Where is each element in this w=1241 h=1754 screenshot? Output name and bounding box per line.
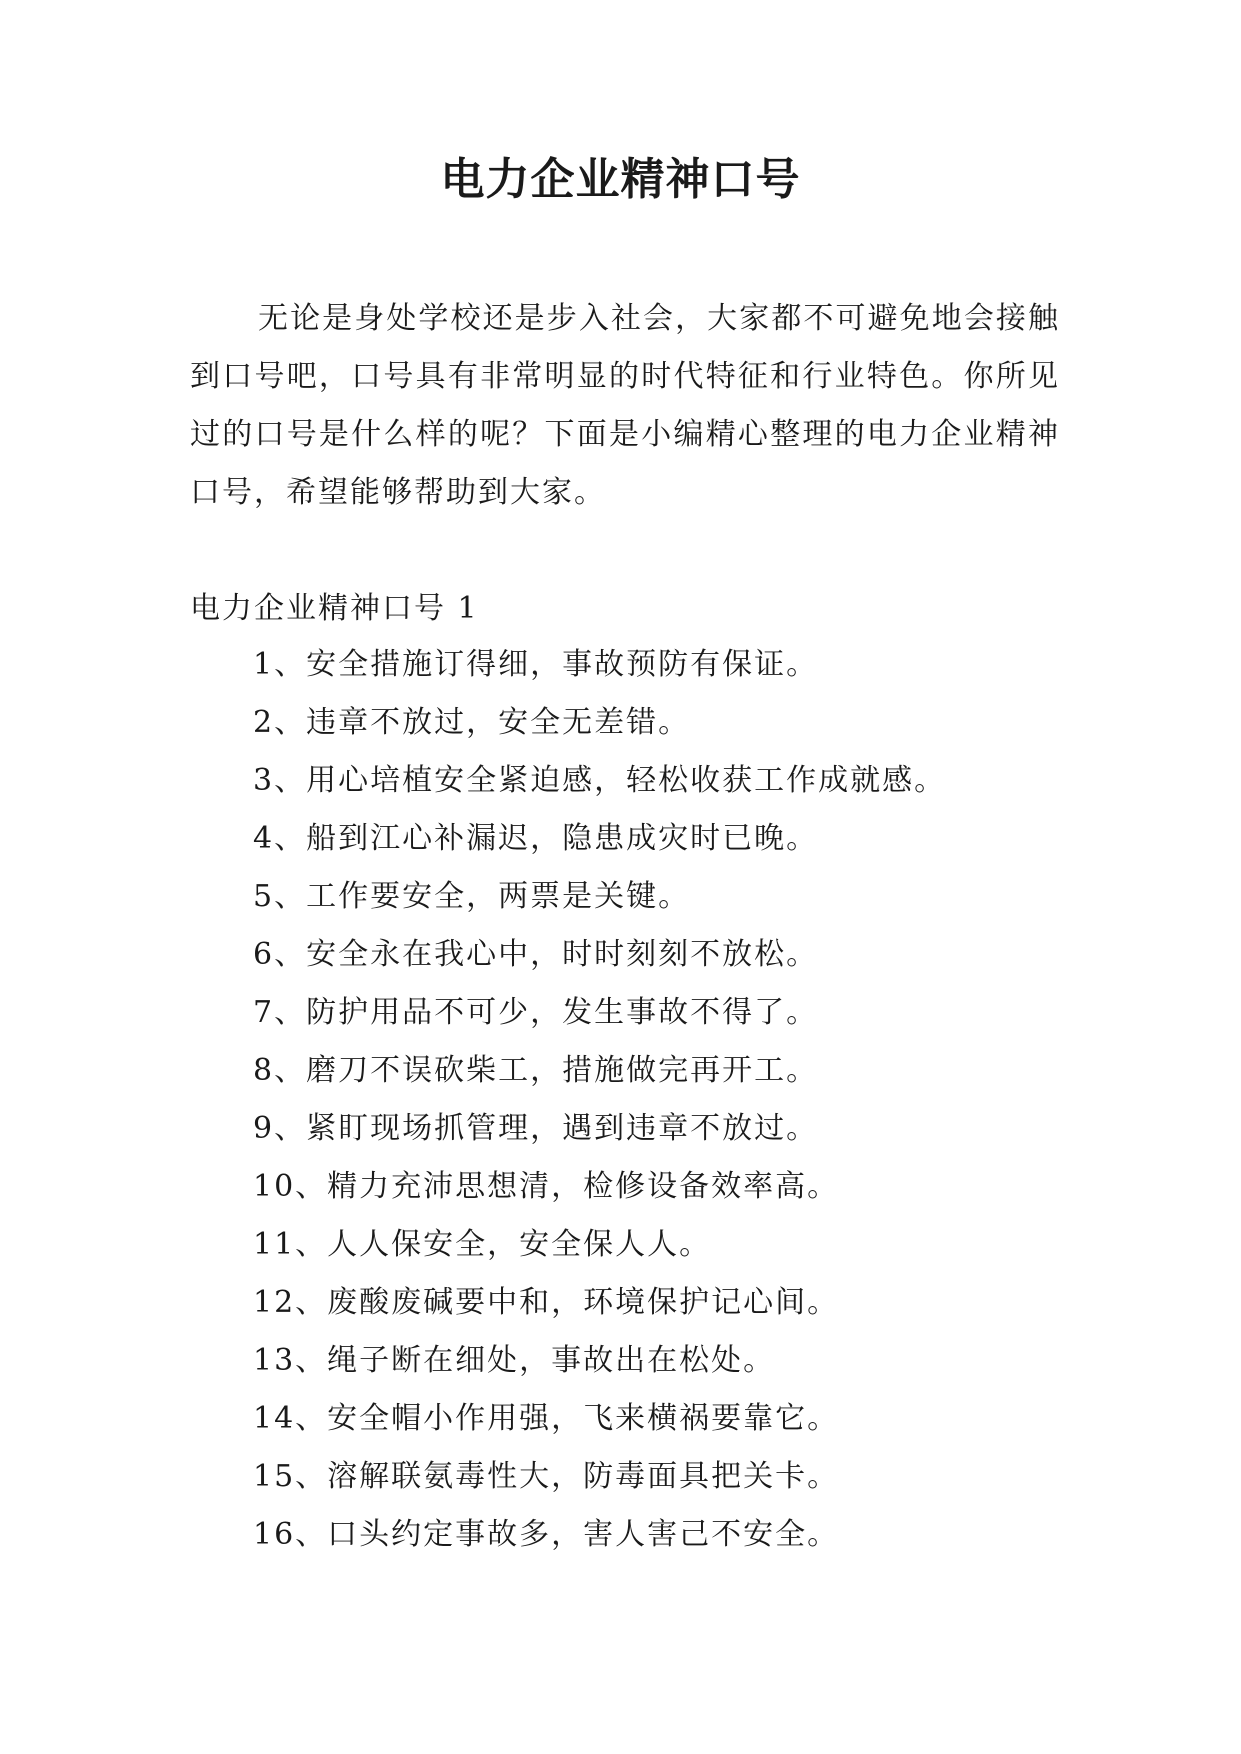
slogan-item: 9、紧盯现场抓管理，遇到违章不放过。 <box>253 1111 819 1146</box>
slogan-list <box>253 636 946 1564</box>
slogan-item: 10、精力充沛思想清，检修设备效率高。 <box>253 1169 840 1204</box>
slogan-item: 4、船到江心补漏迟，隐患成灾时已晚。 <box>253 821 819 856</box>
slogan-item: 8、磨刀不误砍柴工，措施做完再开工。 <box>253 1053 819 1088</box>
slogan-item: 16、口头约定事故多，害人害己不安全。 <box>253 1517 840 1552</box>
slogan-item: 3、用心培植安全紧迫感，轻松收获工作成就感。 <box>253 763 947 798</box>
intro-paragraph: 无论是身处学校还是步入社会，大家都不可避免地会接触到口号吧，口号具有非常明显的时代特征和行业特色。你所见过的口号是什么样的呢？下面是小编精心整理的电力企业精神口号，希望能够帮助到大家。 <box>190 301 1060 510</box>
slogan-item: 12、废酸废碱要中和，环境保护记心间。 <box>253 1285 840 1320</box>
section-heading: 电力企业精神口号 1 <box>190 591 479 626</box>
slogan-item: 13、绳子断在细处，事故出在松处。 <box>253 1343 776 1378</box>
slogan-item: 1、安全措施订得细，事故预防有保证。 <box>253 647 819 682</box>
slogan-item: 11、人人保安全，安全保人人。 <box>253 1227 712 1262</box>
slogan-item: 6、安全永在我心中，时时刻刻不放松。 <box>253 937 819 972</box>
slogan-item: 2、违章不放过，安全无差错。 <box>253 705 691 740</box>
slogan-item: 5、工作要安全，两票是关键。 <box>253 879 691 914</box>
slogan-item: 14、安全帽小作用强，飞来横祸要靠它。 <box>253 1401 840 1436</box>
slogan-item: 7、防护用品不可少，发生事故不得了。 <box>253 995 819 1030</box>
slogan-item: 15、溶解联氨毒性大，防毒面具把关卡。 <box>253 1459 840 1494</box>
page-title: 电力企业精神口号 <box>440 154 801 205</box>
